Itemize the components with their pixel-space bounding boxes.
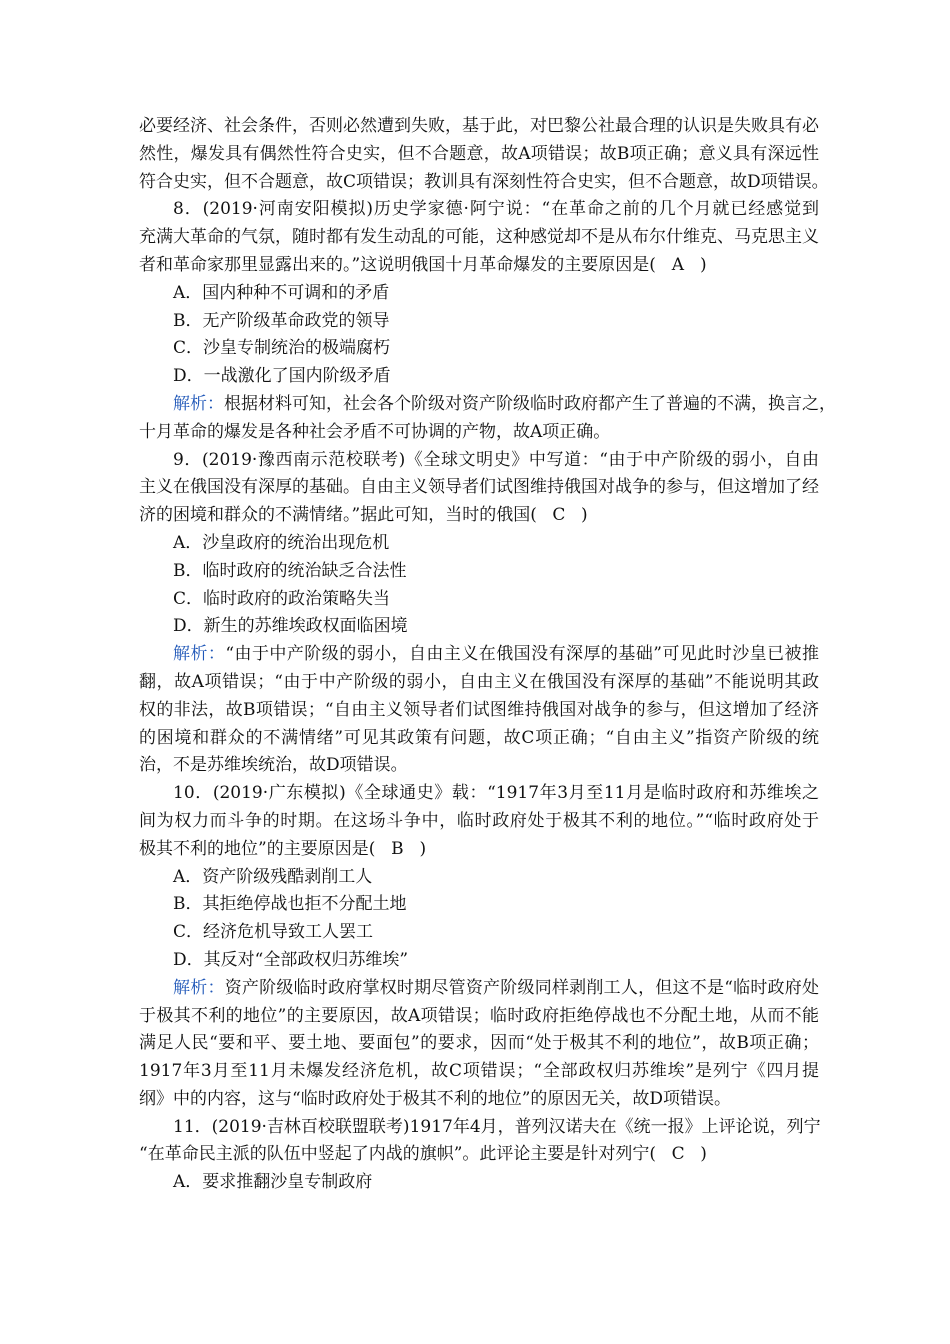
- option-a: A．资产阶级残酷剥削工人: [173, 866, 373, 887]
- analysis-line: 1917年3月至11月未爆发经济危机，故C项错误；“全部政权归苏维埃”是列宁《四月提: [139, 1061, 819, 1082]
- option-d: D．一战激化了国内阶级矛盾: [173, 366, 391, 387]
- text-line: 符合史实，但不合题意，故C项错误；教训具有深刻性符合史实，但不合题意，故D项错误。: [139, 171, 829, 192]
- question-10-stem: 间为权力而斗争的时期。在这场斗争中，临时政府处于极其不利的地位。”“临时政府处于: [139, 810, 819, 831]
- analysis-line: 翻，故A项错误；“由于中产阶级的弱小，自由主义在俄国没有深厚的基础”不能说明其政: [139, 671, 819, 692]
- question-10-stem: 10．(2019·广东模拟)《全球通史》载：“1917年3月至11月是临时政府和苏维埃之: [173, 783, 819, 804]
- option-c: C．沙皇专制统治的极端腐朽: [173, 338, 391, 359]
- analysis-line: 权的非法，故B项错误；“自由主义领导者们试图维持俄国对战争的参与，但这增加了经济: [139, 699, 819, 720]
- text-line: 然性，爆发具有偶然性符合史实，但不合题意，故A项错误；故B项正确；意义具有深远性: [139, 143, 819, 164]
- answer-letter: C: [552, 505, 566, 526]
- question-9-stem: 主义在俄国没有深厚的基础。自由主义领导者们试图维持俄国对战争的参与，但这增加了经: [139, 477, 819, 498]
- analysis-line: 的困境和群众的不满情绪”可见其政策有问题，故C项正确；“自由主义”指资产阶级的统: [139, 727, 819, 748]
- question-8-stem: 充满大革命的气氛，随时都有发生动乱的可能，这种感觉却不是从布尔什维克、马克思主义: [139, 227, 819, 248]
- option-c: C．经济危机导致工人罢工: [173, 922, 374, 943]
- analysis-text: “由于中产阶级的弱小，自由主义在俄国没有深厚的基础”可见此时沙皇已被推: [225, 644, 820, 665]
- option-a: A．国内种种不可调和的矛盾: [173, 282, 390, 303]
- text-line: 必要经济、社会条件，否则必然遭到失败，基于此，对巴黎公社最合理的认识是失败具有必: [139, 116, 819, 136]
- option-c: C．临时政府的政治策略失当: [173, 588, 391, 609]
- analysis-line: [139, 641, 819, 669]
- question-9-stem: 9．(2019·豫西南示范校联考)《全球文明史》中写道：“由于中产阶级的弱小，自由: [173, 449, 819, 470]
- close-paren: ): [419, 838, 427, 859]
- question-11-stem-end: [139, 1141, 819, 1169]
- option-d: D．新生的苏维埃政权面临困境: [173, 616, 408, 637]
- answer-letter: C: [671, 1144, 685, 1165]
- option-a: A．沙皇政府的统治出现危机: [173, 532, 390, 553]
- analysis-text: 根据材料可知，社会各个阶级对资产阶级临时政府都产生了普遍的不满，换言之，: [224, 393, 836, 414]
- question-8-stem-end: [139, 252, 819, 280]
- option-d: D．其反对“全部政权归苏维埃”: [173, 949, 409, 970]
- question-11-stem: 11．(2019·吉林百校联盟联考)1917年4月，普列汉诺夫在《统一报》上评论说，列宁: [173, 1116, 821, 1137]
- analysis-line: 于极其不利的地位”的主要原因，故A项错误；临时政府拒绝停战也不分配土地，从而不能: [139, 1005, 819, 1026]
- close-paren: ): [700, 1144, 707, 1165]
- analysis-label: 解析：: [173, 393, 224, 414]
- analysis-label: 解析：: [173, 977, 225, 998]
- stem-text: “在革命民主派的队伍中竖起了内战的旗帜”。此评论主要是针对列宁(: [139, 1144, 657, 1165]
- analysis-line: [139, 391, 836, 419]
- analysis-line: 纲》中的内容，这与“临时政府处于极其不利的地位”的原因无关，故D项错误。: [139, 1088, 732, 1109]
- stem-text: 极其不利的地位”的主要原因是(: [139, 838, 376, 859]
- question-9-stem-end: [139, 502, 819, 530]
- analysis-line: 满足人民“要和平、要土地、要面包”的要求，因而“处于极其不利的地位”，故B项正确；: [139, 1033, 819, 1054]
- analysis-label: 解析：: [173, 644, 226, 665]
- option-b: B．无产阶级革命政党的领导: [173, 310, 390, 331]
- analysis-line: 治，不是苏维埃统治，故D项错误。: [139, 755, 408, 776]
- analysis-line: 十月革命的爆发是各种社会矛盾不可协调的产物，故A项正确。: [139, 421, 611, 442]
- close-paren: ): [700, 254, 707, 275]
- analysis-line: [139, 975, 819, 1003]
- stem-text: 者和革命家那里显露出来的。”这说明俄国十月革命爆发的主要原因是(: [139, 254, 656, 275]
- option-a: A．要求推翻沙皇专制政府: [173, 1172, 373, 1193]
- answer-letter: A: [671, 254, 685, 275]
- option-b: B．临时政府的统治缺乏合法性: [173, 560, 407, 581]
- question-8-stem: 8．(2019·河南安阳模拟)历史学家德·阿宁说：“在革命之前的几个月就已经感觉到: [173, 199, 819, 220]
- question-10-stem-end: [139, 836, 819, 864]
- stem-text: 济的困境和群众的不满情绪。”据此可知，当时的俄国(: [139, 505, 537, 526]
- close-paren: ): [581, 505, 588, 526]
- option-b: B．其拒绝停战也拒不分配土地: [173, 894, 407, 915]
- analysis-text: 资产阶级临时政府掌权时期尽管资产阶级同样剥削工人，但这不是“临时政府处: [224, 977, 820, 998]
- document-body: [139, 113, 836, 1197]
- answer-letter: B: [391, 838, 404, 859]
